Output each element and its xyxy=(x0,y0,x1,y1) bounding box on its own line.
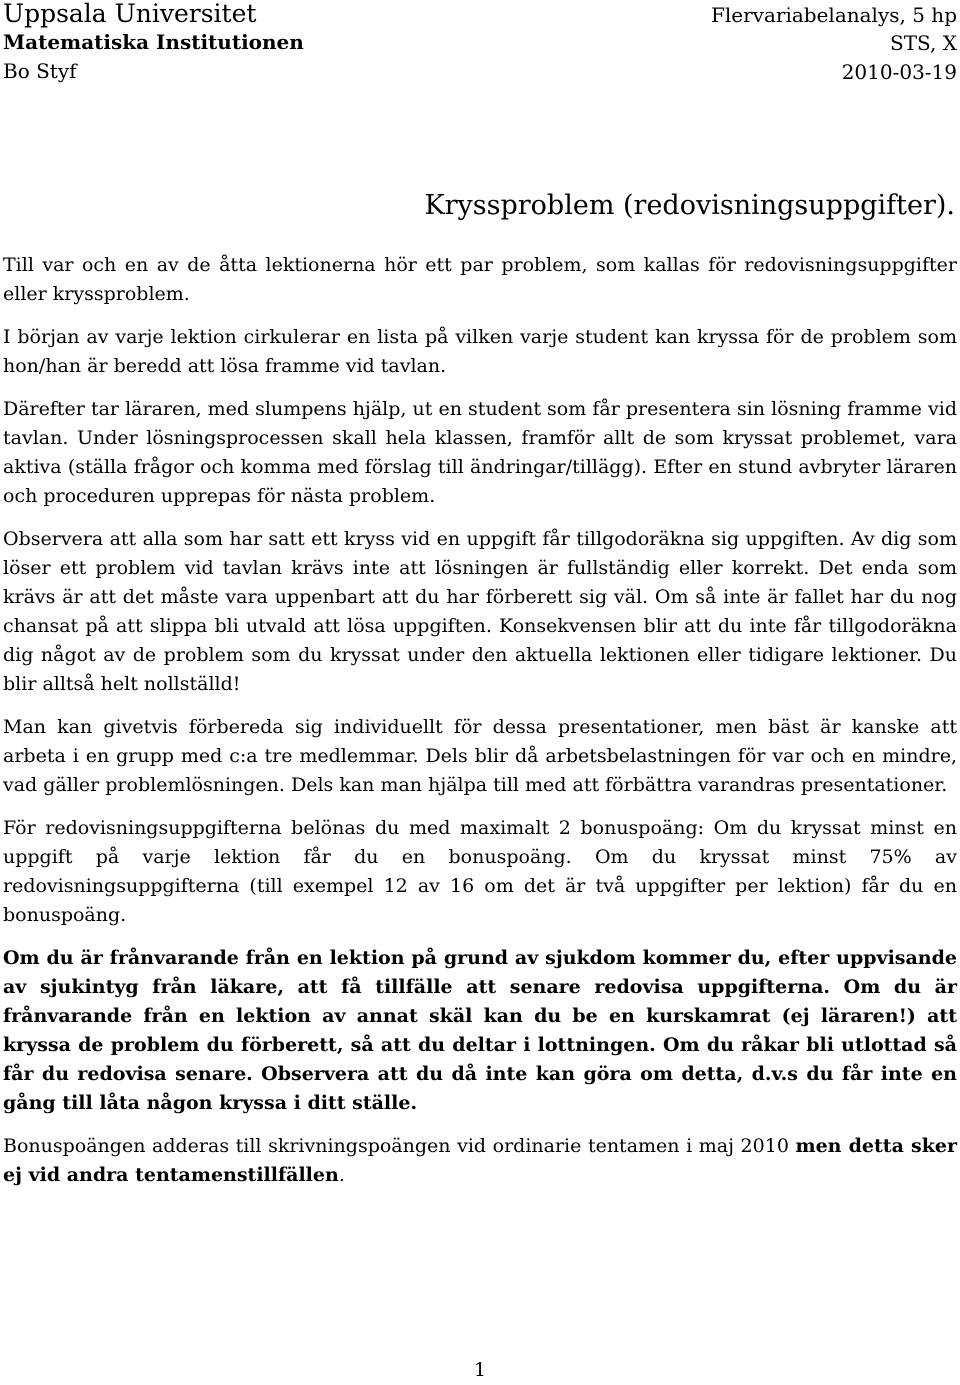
document-title: Kryssproblem (redovisningsuppgifter). xyxy=(424,190,955,221)
program-name: STS, X xyxy=(890,31,957,55)
page-number: 1 xyxy=(473,1359,487,1381)
document-body xyxy=(3,251,957,1204)
final-emphasis: men detta sker ej vid andra tentamenstillfällen xyxy=(3,1135,957,1186)
paragraph-absence: Om du är frånvarande från en lektion på grund av sjukdom kommer du, efter uppvisande av sjukintyg från läkare, att få tillfälle att senare redovisa uppgifterna. Om du är frånvarande från en lektion av annat skäl kan du be en kurskamrat (ej läraren!) att kryssa de problem du förberett, så att du deltar i lottningen. Om du råkar bli utlottad så får du redovisa senare. Observera att du då inte kan göra om detta, d.v.s du får inte en gång till låta någon kryssa i ditt ställe. xyxy=(3,947,957,1114)
author-name: Bo Styf xyxy=(3,59,77,83)
document-date: 2010-03-19 xyxy=(841,60,957,84)
final-period: . xyxy=(338,1164,345,1186)
paragraph-bonus: För redovisningsuppgifterna belönas du med maximalt 2 bonuspoäng: Om du kryssat minst en uppgift på varje lektion får du en bonuspoäng. Om du kryssat minst 75% av redovisningsuppgifterna (till exempel 12 av 16 om det är två uppgifter per lektion) får du en bonuspoäng. xyxy=(3,817,957,926)
course-name: Flervariabelanalys, 5 hp xyxy=(711,3,957,27)
department-name: Matematiska Institutionen xyxy=(3,30,304,54)
paragraph-groups: Man kan givetvis förbereda sig individuellt för dessa presentationer, men bäst är kanske att arbeta i en grupp med c:a tre medlemmar. Dels blir då arbetsbelastningen för var och en mindre, vad gäller problemlösningen. Dels kan man hjälpa till med att förbättra varandras presentationer. xyxy=(3,716,957,796)
paragraph-procedure: Därefter tar läraren, med slumpens hjälp, ut en student som får presentera sin lösning framme vid tavlan. Under lösningsprocessen skall hela klassen, framför allt de som kryssat problemet, vara aktiva (ställa frågor och komma med förslag till ändringar/tillägg). Efter en stund avbryter läraren och proceduren upprepas för nästa problem. xyxy=(3,398,957,507)
final-text: Bonuspoängen adderas till skrivningspoängen vid ordinarie tentamen i maj 2010 xyxy=(3,1135,796,1157)
header-right xyxy=(487,0,957,87)
paragraph-credit: Observera att alla som har satt ett kryss vid en uppgift får tillgodoräkna sig uppgiften. Av dig som löser ett problem vid tavlan krävs inte att lösningen är fullständig eller korrekt. Det enda som krävs är att det måste vara uppenbart att du har förberett sig väl. Om så inte är fallet har du nog chansat på att slippa bli utvald att lösa uppgiften. Konsekvensen blir att du inte får tillgodoräkna dig något av de problem som du kryssat under den aktuella lektionen eller tidigare lektioner. Du blir alltså helt nollställd! xyxy=(3,528,957,695)
paragraph-list: I början av varje lektion cirkulerar en lista på vilken varje student kan kryssa för de problem som hon/han är beredd att lösa framme vid tavlan. xyxy=(3,326,957,377)
paragraph-intro: Till var och en av de åtta lektionerna hör ett par problem, som kallas för redovisningsuppgifter eller kryssproblem. xyxy=(3,254,957,305)
university-name: Uppsala Universitet xyxy=(3,0,257,28)
paragraph-final xyxy=(3,1132,957,1190)
header-left xyxy=(3,0,483,86)
